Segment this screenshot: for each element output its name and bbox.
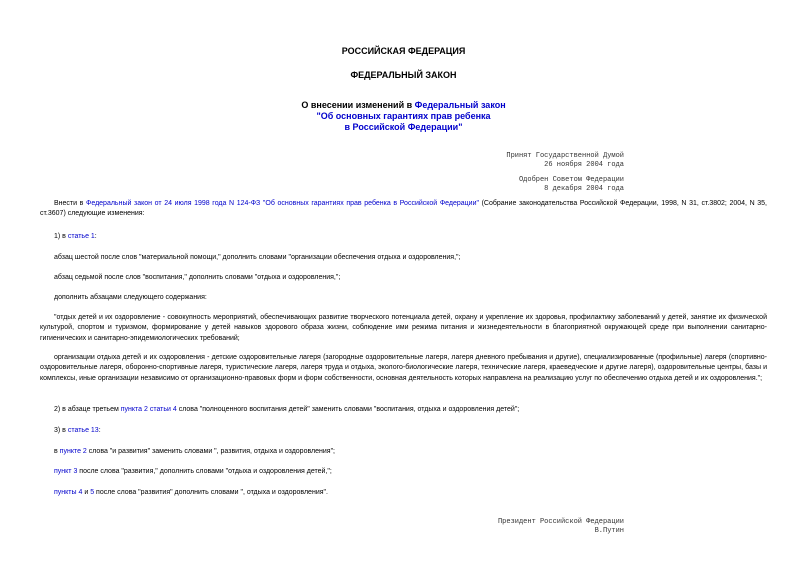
item-2	[54, 405, 519, 415]
intro-text-b: (Собрание законодательства Российской Федерации, 1998, N 31, ст.3802; 2004, N 35, ст.3607) следующие изменения:	[40, 200, 768, 218]
point-4-link[interactable]: пункты 4	[54, 489, 83, 496]
intro-paragraph	[40, 199, 767, 220]
title-link-line2[interactable]: "Об основных гарантиях прав ребенка	[316, 111, 491, 121]
item-1	[54, 232, 97, 242]
intro-law-link[interactable]: Федеральный закон от 24 июля 1998 года N 124-ФЗ "Об основных гарантиях прав ребенка в Российской Федерации"	[86, 200, 479, 207]
signature-block	[498, 518, 624, 536]
p2-text-a: в	[54, 448, 60, 455]
item3-colon: :	[98, 427, 101, 434]
item2-text-b: слова "полноценного воспитания детей" заменить словами "воспитания, отдыха и оздоровления детей";	[176, 406, 520, 413]
points-4-5-amendment	[54, 488, 328, 498]
p3-text: после слова "развития," дополнить словами "отдыха и оздоровления детей,";	[77, 468, 332, 475]
duma-date: 26 ноября 2004 года	[544, 161, 624, 169]
adoption-duma	[506, 152, 624, 170]
definition-recreation	[40, 313, 767, 344]
p45-text: после слова "развития" дополнить словами ", отдыха и оздоровления".	[94, 489, 328, 496]
point-2-link[interactable]: пункте 2	[59, 448, 87, 455]
law-title	[0, 100, 807, 133]
duma-line: Принят Государственной Думой	[506, 152, 624, 160]
country-heading: РОССИЙСКАЯ ФЕДЕРАЦИЯ	[341, 46, 466, 56]
def2-text: организации отдыха детей и их оздоровления - детские оздоровительные лагеря (загородные оздоровительные лагеря, лагеря дневного пребывания и другие), специализированные (профильные) лагеря (спортивно-оздоровительные лагеря, оборонно-спортивные лагеря, туристические лагеря, лагеря труда и отдыха, эколого-биологические лагеря, технические лагеря, краеведческие и другие лагеря), оздоровительные центры, базы и комплексы, иные организации независимо от организационно-правовых форм и форм собственности, основная деятельность которых направлена на реализацию услуг по обеспечению отдыха детей и их оздоровления.";	[40, 354, 767, 382]
title-prefix: О внесении изменений в	[301, 100, 415, 110]
def1-text: "отдых детей и их оздоровление - совокупность мероприятий, обеспечивающих развитие творческого потенциала детей, охрану и укрепление их здоровья, профилактику заболеваний у детей, занятие их физической культурой, спортом и туризмом, формирование у детей навыков здорового образа жизни, соблюдение ими режима питания и жизнедеятельности в благоприятной окружающей среде при выполнении санитарно-гигиенических и санитарно-эпидемиологических требований;	[40, 314, 767, 342]
adoption-council	[519, 176, 624, 194]
paragraph-7-amendment: абзац седьмой после слов "воспитания," дополнить словами "отдыха и оздоровления,";	[54, 274, 341, 281]
definition-organizations	[40, 353, 767, 384]
article-4-link[interactable]: пункта 2 статьи 4	[120, 406, 177, 413]
title-link[interactable]: Федеральный закон	[414, 100, 506, 110]
p2-text-b: слова "и развития" заменить словами ", развития, отдыха и оздоровления";	[86, 448, 335, 455]
signature-name: В.Путин	[594, 527, 624, 535]
item3-text: 3) в	[54, 427, 68, 434]
item1-colon: :	[94, 233, 97, 240]
point-5-link[interactable]: 5	[90, 489, 95, 496]
point-3-amendment	[54, 467, 332, 477]
signature-title: Президент Российской Федерации	[497, 518, 624, 526]
item-3	[54, 426, 101, 436]
title-link-line3[interactable]: в Российской Федерации"	[344, 122, 463, 132]
item1-text: 1) в	[54, 233, 68, 240]
council-line: Одобрен Советом Федерации	[518, 176, 624, 184]
intro-text-a: Внести в	[54, 200, 87, 207]
article-1-link[interactable]: статье 1	[67, 233, 95, 240]
doc-type-heading: ФЕДЕРАЛЬНЫЙ ЗАКОН	[350, 70, 457, 80]
paragraph-6-amendment: абзац шестой после слов "материальной помощи," дополнить словами "организации обеспечения отдыха и оздоровления,";	[54, 254, 461, 261]
point-2-amendment	[54, 447, 335, 457]
item2-text-a: 2) в абзаце третьем	[54, 406, 121, 413]
point-3-link[interactable]: пункт 3	[54, 468, 78, 475]
article-13-link[interactable]: статье 13	[67, 427, 99, 434]
council-date: 8 декабря 2004 года	[544, 185, 624, 193]
add-paragraphs: дополнить абзацами следующего содержания:	[54, 294, 207, 301]
p45-and: и	[82, 489, 91, 496]
